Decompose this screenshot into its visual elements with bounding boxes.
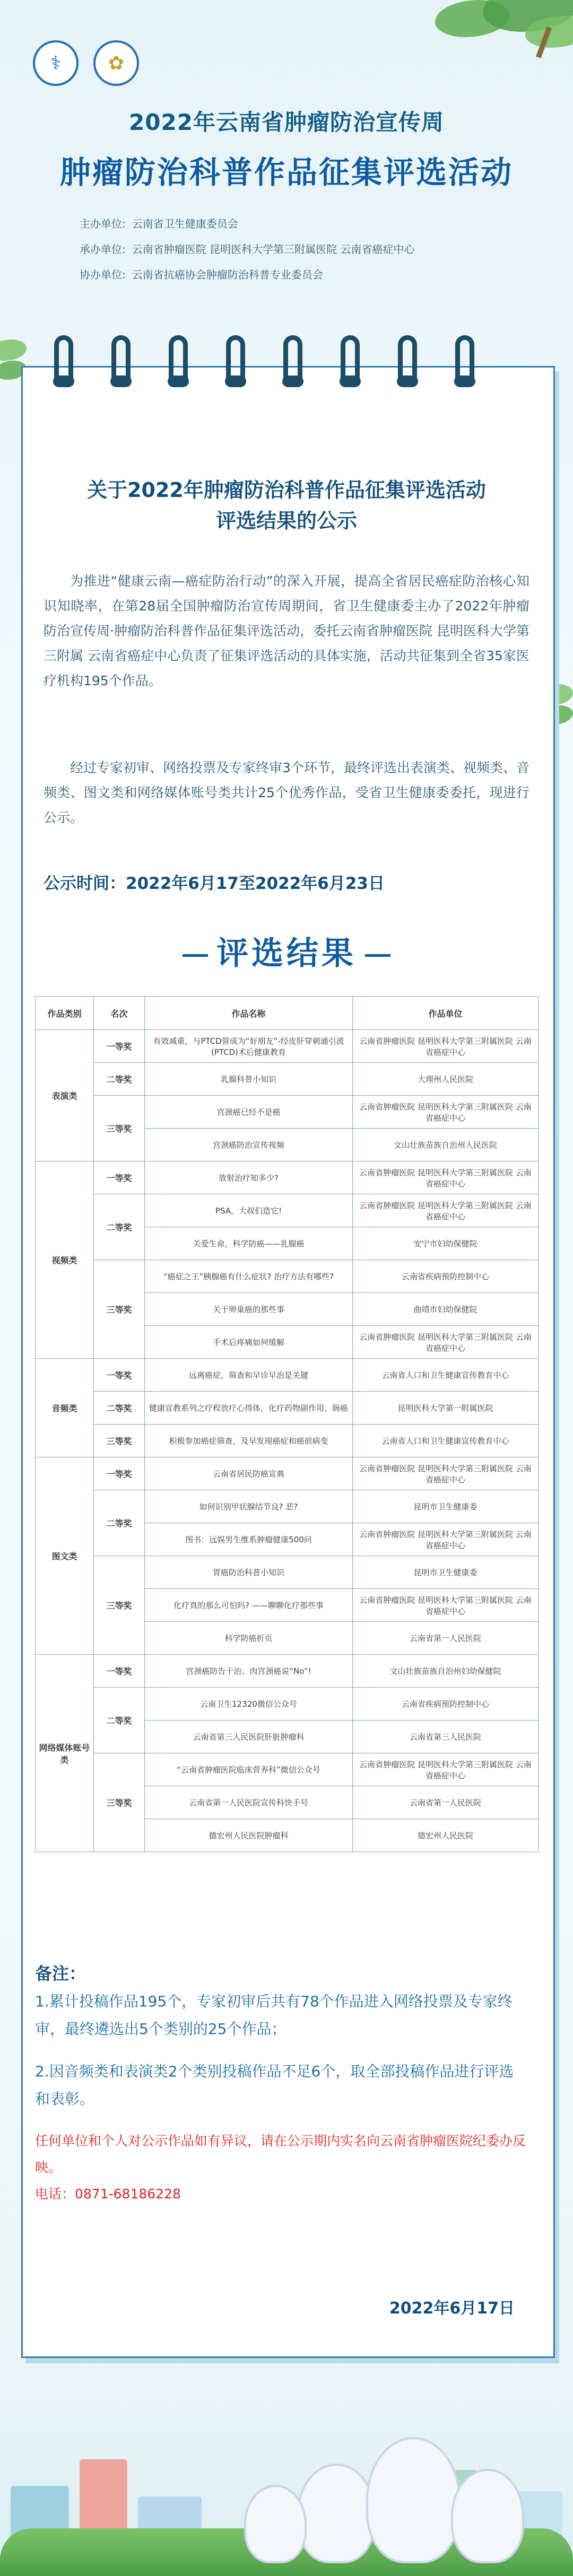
- work-unit-cell: 昆明医科大学第一附属医院: [353, 1392, 539, 1425]
- work-name-cell: 云南省第三人民医院肝脏肿瘤科: [145, 1721, 353, 1753]
- table-row: [36, 1688, 539, 1721]
- notice-paragraph: 经过专家初审、网络投票及专家终审3个环节，最终评选出表演类、视频类、音频类、图文类和网络媒体账号类共计25个优秀作品，受省卫生健康委委托，现进行公示。: [44, 760, 529, 825]
- notice-title-line: 评选结果的公示: [215, 509, 357, 532]
- work-name-cell: 德宏州人民医院肿瘤科: [145, 1819, 353, 1852]
- rank-cell: 三等奖: [94, 1096, 145, 1162]
- binder-ring-icon: [54, 335, 73, 382]
- rank-cell: 三等奖: [94, 1260, 145, 1359]
- work-unit-cell: 云南省肿瘤医院 昆明医科大学第三附属医院 云南省癌症中心: [353, 1162, 539, 1194]
- work-unit-cell: 云南省第一人民医院: [353, 1786, 539, 1819]
- rank-cell: 一等奖: [94, 1359, 145, 1392]
- work-name-cell: 手术后疼痛如何缓解: [145, 1326, 353, 1359]
- work-name-cell: 云南省第一人民医院宣传科快手号: [145, 1786, 353, 1819]
- organizer-row: [80, 237, 414, 262]
- column-header: 作品名称: [145, 997, 353, 1030]
- table-row: [36, 1063, 539, 1096]
- column-header: 作品单位: [353, 997, 539, 1030]
- work-unit-cell: 曲靖市妇幼保健院: [353, 1293, 539, 1326]
- table-row: [36, 1425, 539, 1457]
- work-name-cell: 宫颈癌防告于治、肉宫颈癌说“No”!: [145, 1655, 353, 1688]
- work-unit-cell: 云南省疾病预防控制中心: [353, 1260, 539, 1293]
- category-cell: 图文类: [36, 1457, 94, 1655]
- doctor-mascot-icon: [297, 2464, 376, 2563]
- work-unit-cell: 云南省人口和卫生健康宣传教育中心: [353, 1359, 539, 1392]
- category-cell: 音频类: [36, 1359, 94, 1457]
- work-name-cell: 胃癌防治科普小知识: [145, 1556, 353, 1589]
- work-name-cell: 宫颈癌防治宣传视频: [145, 1129, 353, 1162]
- category-cell: 网络媒体账号类: [36, 1655, 94, 1852]
- work-name-cell: 乳腺科普小知识: [145, 1063, 353, 1096]
- work-unit-cell: 昆明市卫生健康委: [353, 1556, 539, 1589]
- work-name-cell: 放射治疗知多少?: [145, 1162, 353, 1194]
- work-unit-cell: 云南省人口和卫生健康宣传教育中心: [353, 1425, 539, 1457]
- category-cell: 表演类: [36, 1030, 94, 1162]
- rank-cell: 一等奖: [94, 1457, 145, 1490]
- organizer-value: 云南省肿瘤医院 昆明医科大学第三附属医院 云南省癌症中心: [132, 243, 415, 256]
- table-row: [36, 1655, 539, 1688]
- logo-group: [33, 40, 139, 86]
- health-commission-logo-icon: ⚕: [33, 40, 79, 86]
- work-unit-cell: 云南省肿瘤医院 昆明医科大学第三附属医院 云南省癌症中心: [353, 1523, 539, 1556]
- work-unit-cell: 云南省肿瘤医院 昆明医科大学第三附属医院 云南省癌症中心: [353, 1589, 539, 1622]
- organizer-label: 承办单位:: [80, 243, 126, 256]
- heading-dash: [365, 954, 390, 957]
- binder-ring-icon: [398, 335, 417, 382]
- work-name-cell: 健康宣教系列之疗程放疗心得体，化疗药物副作用、肠癌: [145, 1392, 353, 1425]
- organizer-row: [80, 211, 414, 237]
- binder-ring-icon: [226, 335, 245, 382]
- work-unit-cell: 云南省第三人民医院: [353, 1721, 539, 1753]
- objection-notice: 任何单位和个人对公示作品如有异议，请在公示期内实名向云南省肿瘤医院纪委办反映。: [35, 2133, 526, 2175]
- work-name-cell: 有效减重，与PTCD管成为“好朋友”-经皮肝穿刺通引流(PTCD)术后健康教育: [145, 1030, 353, 1063]
- work-name-cell: “癌症之王”胰腺癌有什么症状? 治疗方法有哪些?: [145, 1260, 353, 1293]
- binder-ring-icon: [111, 335, 131, 382]
- rank-cell: 三等奖: [94, 1556, 145, 1655]
- publication-time: 公示时间：2022年6月17至2022年6月23日: [44, 874, 385, 893]
- organizer-label: 主办单位:: [80, 217, 126, 230]
- work-unit-cell: 云南省第一人民医院: [353, 1622, 539, 1655]
- organizer-list: [80, 211, 414, 287]
- heading-dash: [183, 954, 208, 957]
- category-cell: 视频类: [36, 1162, 94, 1359]
- binder-ring-icon: [169, 335, 188, 382]
- rank-cell: 二等奖: [94, 1490, 145, 1556]
- rank-cell: 二等奖: [94, 1063, 145, 1096]
- elephant-mascot-icon: [366, 2437, 461, 2563]
- rank-cell: 三等奖: [94, 1425, 145, 1457]
- work-name-cell: 云南卫生12320微信公众号: [145, 1688, 353, 1721]
- table-row: [36, 1392, 539, 1425]
- header: [0, 0, 573, 297]
- table-row: [36, 1490, 539, 1523]
- table-row: [36, 1096, 539, 1129]
- table-row: [36, 1030, 539, 1063]
- column-header: 名次: [94, 997, 145, 1030]
- notice-title: [0, 475, 573, 536]
- work-unit-cell: 云南省肿瘤医院 昆明医科大学第三附属医院 云南省癌症中心: [353, 1030, 539, 1063]
- table-row: [36, 1194, 539, 1227]
- rank-cell: 二等奖: [94, 1194, 145, 1260]
- work-name-cell: 化疗真的那么可怕吗? ——聊聊化疗那些事: [145, 1589, 353, 1622]
- work-unit-cell: 昆明市卫生健康委: [353, 1490, 539, 1523]
- column-header: 作品类别: [36, 997, 94, 1030]
- rank-cell: 一等奖: [94, 1655, 145, 1688]
- table-row: [36, 1556, 539, 1589]
- remarks-title: 备注：: [35, 1963, 86, 1984]
- signature-date: 2022年6月17日: [389, 2299, 515, 2318]
- rank-cell: 二等奖: [94, 1688, 145, 1753]
- work-unit-cell: 云南省肿瘤医院 昆明医科大学第三附属医院 云南省癌症中心: [353, 1326, 539, 1359]
- binder-ring-icon: [283, 335, 302, 382]
- results-table: [35, 996, 539, 1852]
- organizer-value: 云南省卫生健康委员会: [132, 217, 238, 230]
- work-name-cell: 关爱生命，科学防癌——乳腺癌: [145, 1227, 353, 1260]
- work-unit-cell: 安宁市妇幼保健院: [353, 1227, 539, 1260]
- work-unit-cell: 德宏州人民医院: [353, 1819, 539, 1852]
- work-name-cell: “云南省肿瘤医院临床营养科”微信公众号: [145, 1753, 353, 1786]
- notice-title-line: 关于2022年肿瘤防治科普作品征集评选活动: [87, 478, 486, 502]
- nurse-mascot-icon: [451, 2469, 524, 2563]
- table-row: [36, 1457, 539, 1490]
- work-name-cell: 远离癌症，筛查和早诊早治是关键: [145, 1359, 353, 1392]
- rank-cell: 一等奖: [94, 1162, 145, 1194]
- work-unit-cell: 大理州人民医院: [353, 1063, 539, 1096]
- work-unit-cell: 文山壮族苗族自治州妇幼保健院: [353, 1655, 539, 1688]
- event-title: 2022年云南省肿瘤防治宣传周: [129, 109, 444, 135]
- table-header-row: [36, 997, 539, 1030]
- work-name-cell: 积极参加癌症筛查，及早发现癌症和癌前病变: [145, 1425, 353, 1457]
- activity-title: 肿瘤防治科普作品征集评选活动: [59, 154, 513, 190]
- work-name-cell: 图书：远娱男生维系肿瘤健康500问: [145, 1523, 353, 1556]
- remark-item: 1.累计投稿作品195个，专家初审后共有78个作品进入网络投票及专家终审，最终遴选出5个类别的25个作品；: [35, 1993, 513, 2038]
- organizer-label: 协办单位:: [80, 268, 126, 281]
- work-name-cell: 云南省居民防癌宣典: [145, 1457, 353, 1490]
- organizer-value: 云南省抗癌协会肿瘤防治科普专业委员会: [132, 268, 323, 281]
- elephant-mascot-icon: [244, 2485, 307, 2563]
- work-name-cell: PSA，大叔们造它!: [145, 1194, 353, 1227]
- hospital-logo-icon: ✿: [93, 40, 139, 86]
- work-unit-cell: 云南省疾病预防控制中心: [353, 1688, 539, 1721]
- table-row: [36, 1753, 539, 1786]
- organizer-row: [80, 262, 414, 287]
- table-row: [36, 1260, 539, 1293]
- results-heading-text: 评选结果: [216, 935, 357, 972]
- rank-cell: 一等奖: [94, 1030, 145, 1063]
- table-row: [36, 1359, 539, 1392]
- work-unit-cell: 云南省肿瘤医院 昆明医科大学第三附属医院 云南省癌症中心: [353, 1096, 539, 1129]
- contact-phone: 电话：0871-68186228: [35, 2186, 181, 2202]
- work-unit-cell: 云南省肿瘤医院 昆明医科大学第三附属医院 云南省癌症中心: [353, 1194, 539, 1227]
- results-heading: [0, 928, 573, 974]
- work-unit-cell: 云南省肿瘤医院 昆明医科大学第三附属医院 云南省癌症中心: [353, 1753, 539, 1786]
- work-name-cell: 如何识别甲状腺结节良? 恶?: [145, 1490, 353, 1523]
- rank-cell: 二等奖: [94, 1392, 145, 1425]
- work-name-cell: 关于卵巢癌的那些事: [145, 1293, 353, 1326]
- work-unit-cell: 云南省肿瘤医院 昆明医科大学第三附属医院 云南省癌症中心: [353, 1457, 539, 1490]
- table-row: [36, 1162, 539, 1194]
- footer-illustration: [0, 2371, 573, 2576]
- notice-paragraph: 为推进“健康云南—癌症防治行动”的深入开展，提高全省居民癌症防治核心知识知晓率，在第28届全国肿瘤防治宣传周期间，省卫生健康委主办了2022年肿瘤防治宣传周·肿瘤防治科普作品征集评选活动，委托云南省肿瘤医院 昆明医科大学第三附属 云南省癌症中心负责了征集评选活动的具体实施，活动共征集到全省35家医疗机构195个作品。: [44, 573, 529, 688]
- work-unit-cell: 文山壮族苗族自治州人民医院: [353, 1129, 539, 1162]
- remark-item: 2.因音频类和表演类2个类别投稿作品不足6个，取全部投稿作品进行评选和表彰。: [35, 2063, 514, 2108]
- binder-ring-icon: [341, 335, 360, 382]
- rank-cell: 三等奖: [94, 1753, 145, 1852]
- binder-ring-icon: [455, 335, 474, 382]
- work-name-cell: 科学防癌折页: [145, 1622, 353, 1655]
- work-name-cell: 宫颈癌已经不是癌: [145, 1096, 353, 1129]
